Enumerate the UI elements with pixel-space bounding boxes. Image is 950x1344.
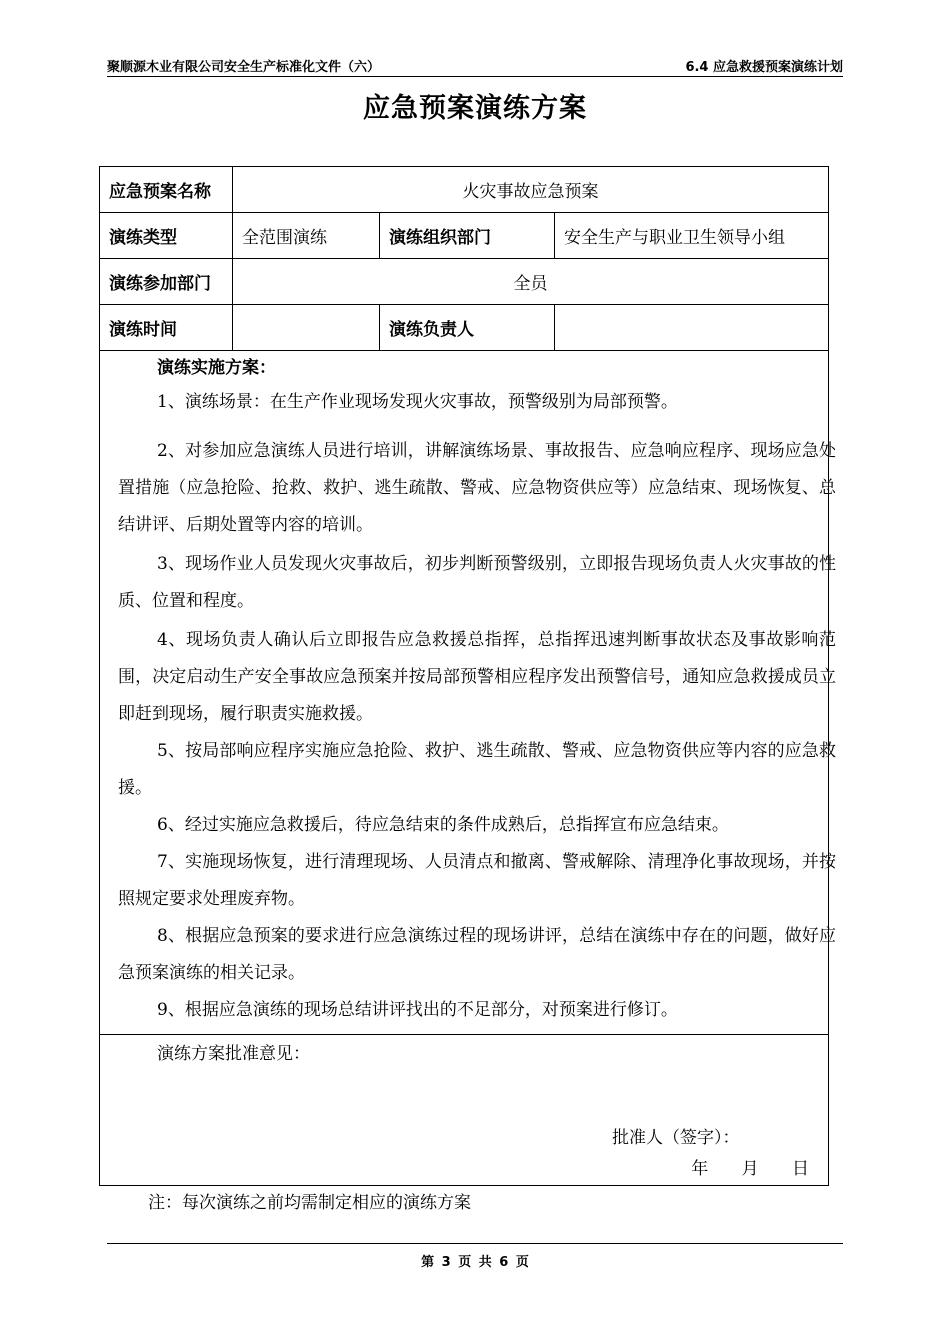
plan-name-label: 应急预案名称 (100, 167, 233, 213)
approval-date: 年 月 日 (691, 1159, 810, 1179)
row-participants (100, 259, 829, 305)
plan-item: 5、按局部响应程序实施应急抢险、救护、逃生疏散、警戒、应急物资供应等内容的应急救援。 (118, 741, 836, 798)
page-number: 第 3 页 共 6 页 (421, 1255, 529, 1270)
plan-item: 1、演练场景：在生产作业现场发现火灾事故，预警级别为局部预警。 (157, 392, 678, 412)
header-company-doc: 聚顺源木业有限公司安全生产标准化文件（六） (107, 60, 381, 75)
row-plan-details (100, 351, 829, 1035)
drill-leader-value (555, 305, 829, 351)
plan-item: 4、现场负责人确认后立即报告应急救援总指挥，总指挥迅速判断事故状态及事故影响范围，决定启动生产安全事故应急预案并按局部预警相应程序发出预警信号，通知应急救援成员立即赶到现场，履行职责实施救援。 (118, 630, 836, 724)
row-time-leader (100, 305, 829, 351)
drill-leader-label: 演练负责人 (380, 305, 555, 351)
page-title: 应急预案演练方案 (363, 93, 587, 124)
plan-item: 6、经过实施应急救援后，待应急结束的条件成熟后，总指挥宣布应急结束。 (157, 815, 729, 835)
drill-type-value: 全范围演练 (233, 213, 380, 259)
participant-dept-label: 演练参加部门 (100, 259, 233, 305)
plan-item: 9、根据应急演练的现场总结讲评找出的不足部分，对预案进行修订。 (157, 1000, 678, 1020)
plan-heading: 演练实施方案： (157, 358, 276, 378)
plan-item: 7、实施现场恢复，进行清理现场、人员清点和撤离、警戒解除、清理净化事故现场，并按照规定要求处理废弃物。 (118, 852, 836, 909)
footnote: 注：每次演练之前均需制定相应的演练方案 (148, 1193, 471, 1213)
approval-cell (100, 1035, 829, 1186)
participant-dept-value: 全员 (233, 259, 829, 305)
approval-label: 演练方案批准意见： (157, 1044, 310, 1064)
org-dept-label: 演练组织部门 (380, 213, 555, 259)
row-plan-name (100, 167, 829, 213)
plan-item: 2、对参加应急演练人员进行培训，讲解演练场景、事故报告、应急响应程序、现场应急处置措施（应急抢险、抢救、救护、逃生疏散、警戒、应急物资供应等）应急结束、现场恢复、总结讲评、后期处置等内容的培训。 (118, 441, 836, 535)
drill-time-value (233, 305, 380, 351)
plan-item: 3、现场作业人员发现火灾事故后，初步判断预警级别，立即报告现场负责人火灾事故的性质、位置和程度。 (118, 554, 836, 611)
plan-details-cell (100, 351, 836, 1035)
drill-type-label: 演练类型 (100, 213, 233, 259)
page-header (107, 54, 843, 77)
drill-time-label: 演练时间 (100, 305, 233, 351)
header-section: 6.4 应急救援预案演练计划 (685, 60, 843, 75)
footer-divider (107, 1243, 843, 1244)
drill-plan-form (99, 166, 836, 1186)
plan-name-value: 火灾事故应急预案 (233, 167, 829, 213)
row-type-org (100, 213, 829, 259)
row-approval (100, 1035, 829, 1186)
approver-signature-label: 批准人（签字）： (612, 1128, 740, 1148)
plan-item: 8、根据应急预案的要求进行应急演练过程的现场讲评，总结在演练中存在的问题，做好应急预案演练的相关记录。 (118, 926, 836, 983)
org-dept-value: 安全生产与职业卫生领导小组 (555, 213, 829, 259)
